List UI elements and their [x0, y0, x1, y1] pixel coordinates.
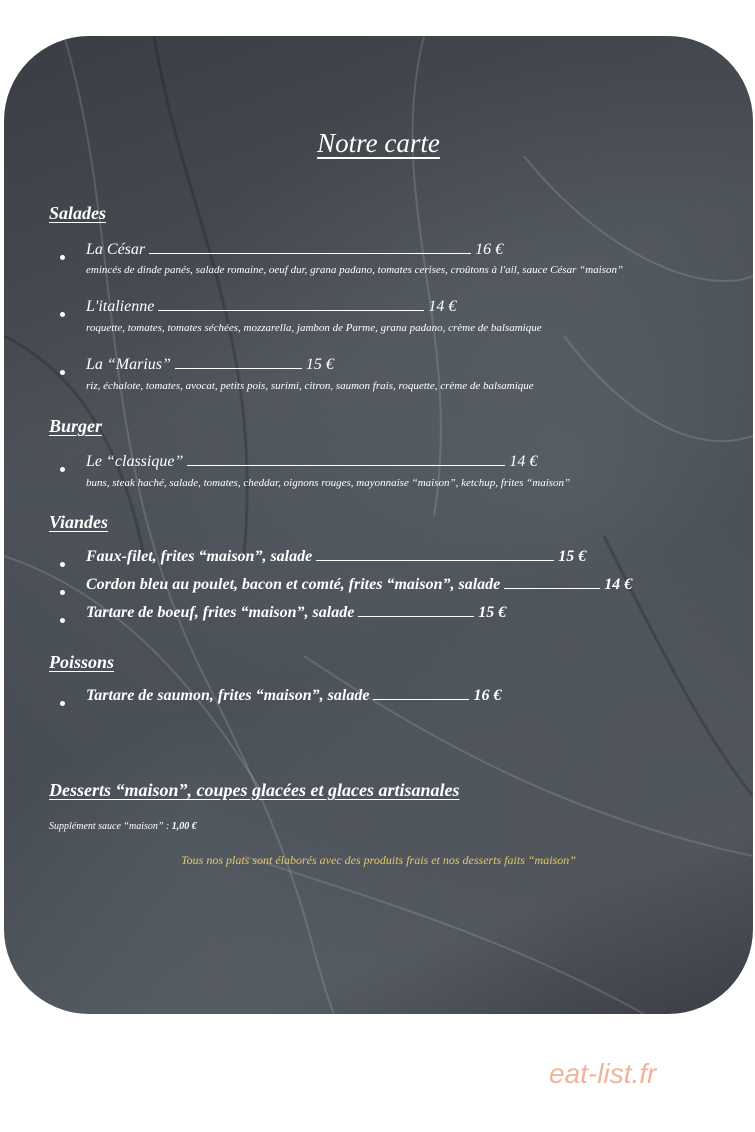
item-price: 15 €: [305, 356, 334, 373]
bullet: [60, 701, 65, 706]
item-name: Tartare de boeuf, frites “maison”, salade: [86, 604, 355, 621]
item-description: emincés de dinde panés, salade romaine, oeuf dur, grana padano, tomates cerises, croûtons à l'ail, sauce César “maison”: [86, 264, 624, 276]
leader-line: [373, 699, 469, 700]
bullet: [60, 618, 65, 623]
item-price: 16 €: [475, 241, 504, 258]
leader-line: [158, 310, 424, 311]
brand-watermark: eat-list.fr: [549, 1058, 657, 1089]
section-title-burger: Burger: [49, 416, 103, 436]
item-name: L'italienne: [86, 298, 155, 315]
leader-line: [187, 465, 505, 466]
menu-title: Notre carte: [317, 128, 440, 158]
item-price: 16 €: [473, 687, 502, 704]
bullet: [60, 370, 65, 375]
item-description: riz, échalote, tomates, avocat, petits pois, surimi, citron, saumon frais, roquette, crème de balsamique: [86, 380, 534, 392]
menu-item-cordon-bleu: [86, 576, 632, 594]
section-title-poissons: Poissons: [49, 652, 115, 672]
supplement-price: 1,00 €: [171, 821, 197, 832]
item-name: Le “classique”: [86, 453, 184, 470]
supplement-line: [49, 821, 197, 832]
slate-background: [4, 36, 753, 1014]
leader-line: [504, 588, 600, 589]
section-title-desserts: Desserts “maison”, coupes glacées et glaces artisanales: [49, 780, 460, 800]
leader-line: [149, 253, 471, 254]
supplement-label: Supplément sauce “maison” :: [49, 821, 170, 832]
item-price: 15 €: [558, 548, 587, 565]
item-name: Faux-filet, frites “maison”, salade: [86, 548, 313, 565]
item-price: 14 €: [604, 576, 633, 593]
item-name: Tartare de saumon, frites “maison”, salade: [86, 687, 370, 704]
section-title-salades: Salades: [49, 203, 107, 223]
bullet: [60, 590, 65, 595]
leader-line: [316, 560, 554, 561]
menu-item-tartare-saumon: [86, 687, 501, 705]
section-title-viandes: Viandes: [49, 512, 109, 532]
menu-item-faux-filet: [86, 548, 586, 566]
menu-item-classique: [86, 453, 537, 471]
item-price: 15 €: [478, 604, 507, 621]
menu-item-marius: [86, 356, 334, 374]
item-price: 14 €: [509, 453, 538, 470]
item-price: 14 €: [428, 298, 457, 315]
menu-item-tartare-boeuf: [86, 604, 506, 622]
bullet: [60, 467, 65, 472]
menu-item-italienne: [86, 298, 456, 316]
item-name: La “Marius”: [86, 356, 171, 373]
freshness-note: Tous nos plats sont élaborés avec des produits frais et nos desserts faits “maison”: [181, 853, 576, 867]
item-description: buns, steak haché, salade, tomates, cheddar, oignons rouges, mayonnaise “maison”, ketchup, frites “maison”: [86, 477, 571, 489]
bullet: [60, 255, 65, 260]
item-name: La César: [86, 241, 146, 258]
bullet: [60, 562, 65, 567]
leader-line: [358, 616, 474, 617]
item-name: Cordon bleu au poulet, bacon et comté, frites “maison”, salade: [86, 576, 501, 593]
leader-line: [175, 368, 302, 369]
menu-item-cesar: [86, 241, 503, 259]
bullet: [60, 312, 65, 317]
item-description: roquette, tomates, tomates séchées, mozzarella, jambon de Parme, grana padano, crème de balsamique: [86, 322, 542, 334]
